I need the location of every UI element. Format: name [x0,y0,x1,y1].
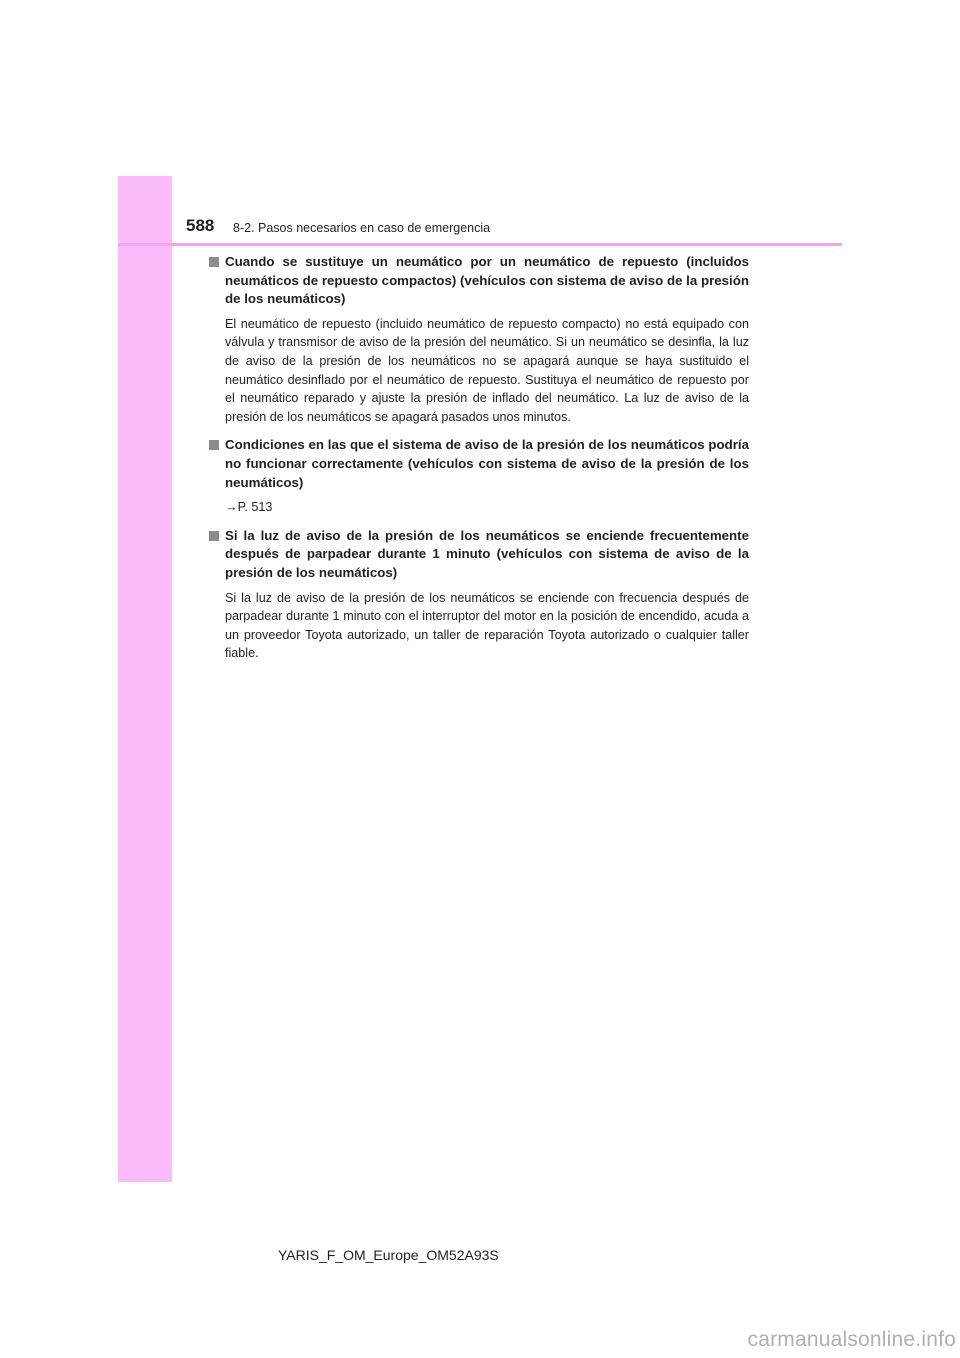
square-bullet-icon [209,531,219,541]
content-item [209,436,749,516]
content-item [209,527,749,663]
document-code: YARIS_F_OM_Europe_OM52A93S [278,1247,499,1263]
side-tab-band [118,176,172,1182]
header-divider [118,243,842,246]
square-bullet-icon [209,257,219,267]
page-reference-link[interactable]: →P. 513 [225,500,273,515]
square-bullet-icon [209,440,219,450]
item-title: Condiciones en las que el sistema de aviso de la presión de los neumáticos podría no funcionar correctamente (vehículos con sistema de aviso de la presión de los neumáticos) [225,437,749,490]
section-title: 8-2. Pasos necesarios en caso de emergencia [233,221,491,235]
content-item [209,253,749,426]
page-number: 588 [186,216,215,235]
item-title: Si la luz de aviso de la presión de los neumáticos se enciende frecuentemente después de parpadear durante 1 minuto (vehículos con sistema de aviso de la presión de los neumáticos) [225,527,749,580]
item-title: Cuando se sustituye un neumático por un neumático de repuesto (incluidos neumáticos de repuesto compactos) (vehículos con sistema de aviso de la presión de los neumáticos) [225,254,749,307]
page-content [209,253,749,673]
watermark-logo: carmanualsonline.info [747,1328,956,1351]
item-body: Si la luz de aviso de la presión de los neumáticos se enciende con frecuencia después de parpadear durante 1 minuto con el interruptor del motor en la posición de encendido, acuda a un proveedor Toyota autorizado, un taller de reparación Toyota autorizado o cualquier taller fiable. [225,590,749,661]
item-body: El neumático de repuesto (incluido neumático de repuesto compacto) no está equipado con válvula y transmisor de aviso de la presión del neumático. Si un neumático se desinfla, la luz de aviso de la presión de los neumáticos no se apagará aunque se haya sustituido el neumático desinflado por el neumático de repuesto. Sustituya el neumático de repuesto por el neumático reparado y ajuste la presión de inflado del neumático. La luz de aviso de la presión de los neumáticos se apagará pasados unos minutos. [225,316,749,424]
